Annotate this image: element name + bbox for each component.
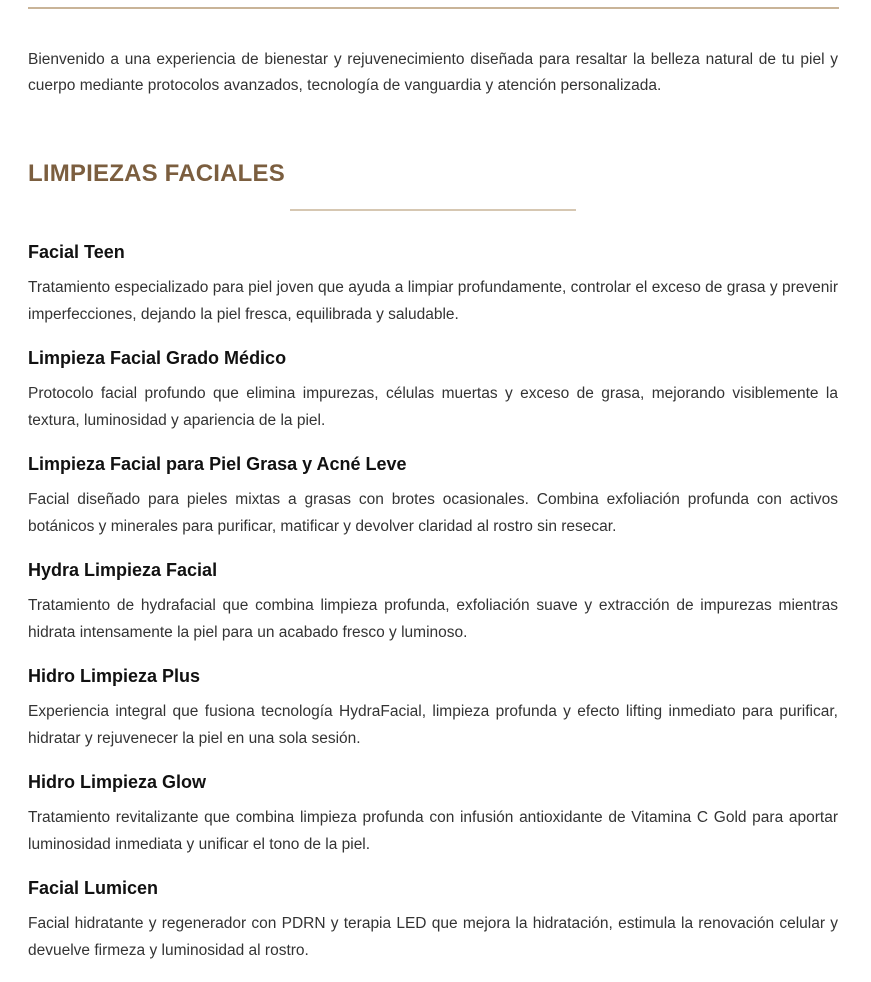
service-description: Facial hidratante y regenerador con PDRN y terapia LED que mejora la hidratación, estimula la renovación celular y devuelve firmeza y luminosidad al rostro. [28, 915, 838, 959]
service-description: Tratamiento de hydrafacial que combina limpieza profunda, exfoliación suave y extracción de impurezas mientras hidrata intensamente la piel para un acabado fresco y luminoso. [28, 597, 838, 641]
service-title: Hidro Limpieza Glow [28, 772, 207, 792]
services-list [28, 240, 838, 982]
service-description: Tratamiento revitalizante que combina limpieza profunda con infusión antioxidante de Vitamina C Gold para aportar luminosidad inmediata y unificar el tono de la piel. [28, 809, 838, 853]
top-divider [28, 7, 839, 9]
service-description: Protocolo facial profundo que elimina impurezas, células muertas y exceso de grasa, mejorando visiblemente la textura, luminosidad y apariencia de la piel. [28, 385, 838, 429]
section-title: LIMPIEZAS FACIALES [28, 160, 285, 187]
intro-paragraph: Bienvenido a una experiencia de bienestar y rejuvenecimiento diseñada para resaltar la belleza natural de tu piel y cuerpo mediante protocolos avanzados, tecnología de vanguardia y atención personalizada. [28, 51, 838, 94]
service-title: Facial Lumicen [28, 878, 159, 898]
service-item [28, 664, 838, 770]
service-item [28, 558, 838, 664]
service-description: Experiencia integral que fusiona tecnología HydraFacial, limpieza profunda y efecto lifting inmediato para purificar, hidratar y rejuvenecer la piel en una sola sesión. [28, 703, 838, 747]
service-description: Tratamiento especializado para piel joven que ayuda a limpiar profundamente, controlar el exceso de grasa y prevenir imperfecciones, dejando la piel fresca, equilibrada y saludable. [28, 279, 838, 323]
service-item [28, 240, 838, 346]
service-title: Facial Teen [28, 242, 125, 262]
service-title: Limpieza Facial Grado Médico [28, 348, 287, 368]
service-item [28, 452, 838, 558]
service-title: Limpieza Facial para Piel Grasa y Acné Leve [28, 454, 407, 474]
service-item [28, 876, 838, 982]
section-divider [290, 209, 576, 211]
service-title: Hidro Limpieza Plus [28, 666, 201, 686]
service-item [28, 346, 838, 452]
service-description: Facial diseñado para pieles mixtas a grasas con brotes ocasionales. Combina exfoliación profunda con activos botánicos y minerales para purificar, matificar y devolver claridad al rostro sin resecar. [28, 491, 838, 535]
service-item [28, 770, 838, 876]
service-title: Hydra Limpieza Facial [28, 560, 218, 580]
